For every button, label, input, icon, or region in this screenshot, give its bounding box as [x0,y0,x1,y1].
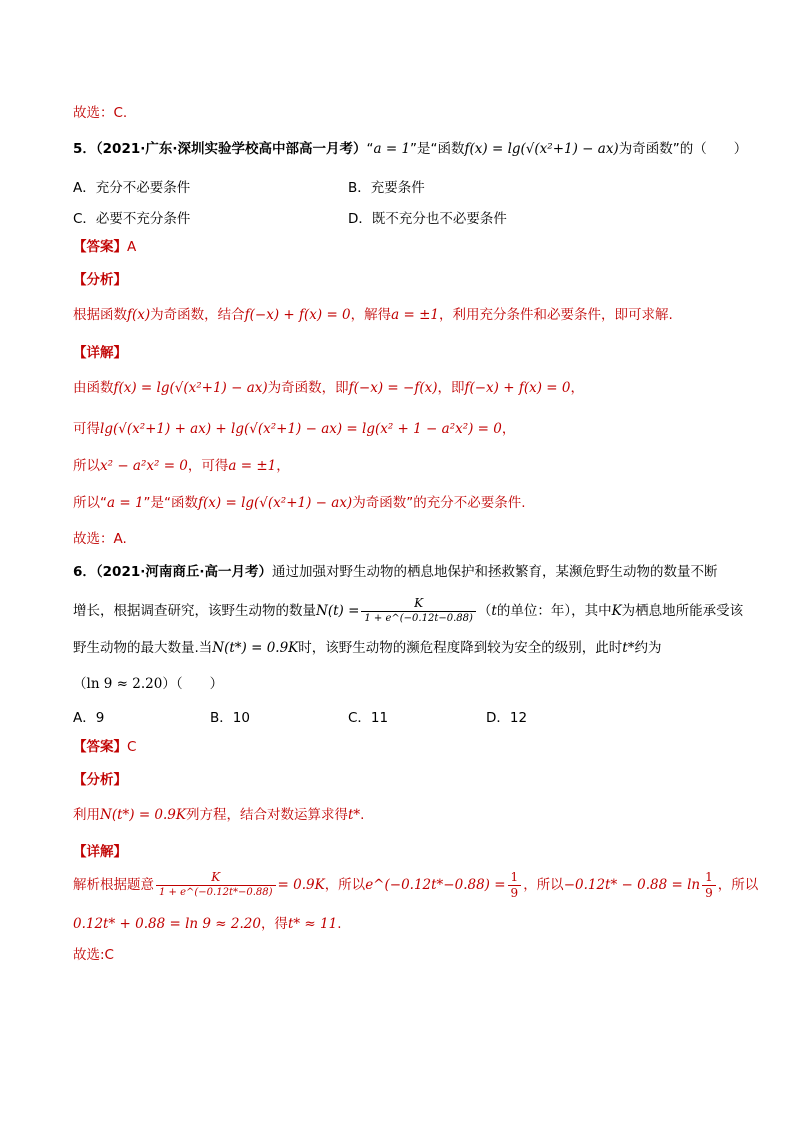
q6-stem3-a: 野生动物的最大数量.当 [73,640,213,656]
q6-detail-label [73,842,127,862]
q5-analysis-m2: f(−x) + f(x) = 0 [244,307,351,323]
q6-d1-m3: −0.12t* − 0.88 = ln [563,877,701,893]
q5-number: 5． [73,141,96,157]
q6-d1-c: ，所以 [523,877,564,893]
q6-option-b[interactable]: B．10 [210,710,250,726]
q6-analysis-m1: N(t*) = 0.9K [100,807,186,823]
q6-detail-heading: 【详解】 [73,844,127,860]
q6-stem2-fraction [361,596,476,626]
q5-d3-m1: x² − a²x² = 0 [100,458,188,474]
q5-detail-heading: 【详解】 [73,345,127,361]
q6-number: 6． [73,564,96,580]
q5-analysis-b: 为奇函数，结合 [150,307,245,323]
q6-analysis-heading: 【分析】 [73,772,127,788]
q6-d1-g2: 9 [705,886,713,900]
q5-detail-line4 [73,493,526,513]
q6-answer [73,737,136,757]
q6-d2-m2: t* ≈ 11 [287,916,338,932]
q6-stem1: 通过加强对野生动物的栖息地保护和拯救繁育，某濒危野生动物的数量不断 [272,564,718,580]
q5-answer-value: A [127,239,137,255]
q6-detail-line2 [73,914,341,934]
q6-stem2-c: 的单位：年），其中 [496,603,612,619]
q5-source: （2021·广东·深圳实验学校高中部高一月考） [95,141,367,157]
q6-d1-fraction-ln [702,870,716,900]
q6-d2-m1: 0.12t* + 0.88 = ln 9 ≈ 2.20 [73,916,261,932]
q5-option-d[interactable]: D．既不充分也不必要条件 [348,211,507,227]
q5-d4-b: ”是“函数 [143,495,199,511]
q6-d1-fraction [156,870,276,900]
q6-stem4-b: （ ） [175,676,224,692]
q5-d1-b: 为奇函数，即 [267,380,349,396]
q5-d1-m3: f(−x) + f(x) = 0 [464,380,571,396]
q5-conclusion: 故选：A. [73,531,127,547]
q5-answer [73,237,136,257]
q6-option-a[interactable]: A．9 [73,710,105,726]
q5-detail-line3 [73,456,290,476]
q6-d1-num: K [156,870,276,886]
q6-d1-b: ，所以 [324,877,366,893]
q5-option-a[interactable]: A．充分不必要条件 [73,180,191,196]
q5-d3-c: ， [276,458,290,474]
q6-stem-line1 [73,562,718,582]
prev-conclusion: 故选：C. [73,105,128,121]
q6-stem2-num: K [361,596,476,612]
q6-stem3-b: 时，该野生动物的濒危程度降到较为安全的级别，此时 [298,640,623,656]
q6-stem-line3 [73,638,661,658]
q6-d1-g1: 1 [702,870,716,886]
q5-d4-a: 所以“ [73,495,107,511]
q5-stem-mid: ”是“函数 [410,141,465,157]
q6-analysis-m2: t* [347,807,361,823]
q6-stem2-b: （ [477,603,492,619]
q6-analysis [73,805,364,825]
q5-analysis-m1: f(x) [127,307,151,323]
q6-analysis-b: 列方程，结合对数运算求得 [185,807,348,823]
q6-d1-f2: 9 [510,886,519,900]
q5-analysis-d: ，利用充分条件和必要条件，即可求解. [438,307,673,323]
q6-d1-d: ，所以 [717,877,759,893]
q6-analysis-label [73,770,127,790]
q6-stem2-a: 增长，根据调查研究，该野生动物的数量 [73,603,316,619]
q6-d1-den: 1 + e^(−0.12t*−0.88) [159,887,273,898]
q6-stem2-den: 1 + e^(−0.12t−0.88) [364,613,473,624]
q5-stem [73,139,747,159]
q5-d1-m1: f(x) = lg(√(x²+1) − ax) [113,380,268,396]
q5-analysis [73,305,673,325]
q5-d3-a: 所以 [73,458,100,474]
q5-detail-label [73,343,127,363]
q6-detail-line1 [73,868,758,902]
q5-d4-m1: a = 1 [107,495,144,511]
q5-d2-a: 可得 [73,421,100,437]
q6-stem-line4 [73,674,223,694]
q6-source: （2021·河南商丘·高一月考） [95,564,272,580]
q5-open-quote: “ [366,141,374,157]
q6-stem2-K: K [611,603,622,619]
q5-detail-line1 [73,378,584,398]
q5-d4-m2: f(x) = lg(√(x²+1) − ax) [198,495,353,511]
q5-func-math: f(x) = lg(√(x²+1) − ax) [464,141,619,157]
q5-analysis-m3: a = ±1 [391,307,439,323]
q5-stem-end: 为奇函数”的（ ） [618,141,748,157]
q6-conclusion: 故选:C [73,947,114,963]
q6-d1-m1: = 0.9K [277,877,325,893]
q5-d2-m1: lg(√(x²+1) + ax) + lg(√(x²+1) − ax) = lg(x² + 1 − a²x²) = 0 [100,421,502,437]
q6-d1-f1: 1 [508,870,522,886]
q6-stem2-m1: N(t) = [316,603,360,619]
q6-d2-b: . [337,916,342,932]
q5-d3-m2: a = ±1 [228,458,277,474]
q5-analysis-label [73,270,127,290]
q5-analysis-heading: 【分析】 [73,272,127,288]
q5-d1-c: ，即 [437,380,465,396]
q5-d1-d: ， [570,380,584,396]
q6-analysis-c: . [360,807,365,823]
q5-option-c[interactable]: C．必要不充分条件 [73,211,191,227]
q6-option-d[interactable]: D．12 [486,710,528,726]
q6-stem3-m2: t* [622,640,635,656]
q5-detail-line2 [73,419,515,439]
q6-stem3-c: 约为 [634,640,662,656]
q6-d1-a: 解析根据题意 [73,877,154,893]
q6-stem2-d: 为栖息地所能承受该 [621,603,744,619]
q5-answer-label: 【答案】 [73,239,127,255]
q6-d1-fraction-1-9 [508,870,522,900]
q6-stem3-m1: N(t*) = 0.9K [212,640,299,656]
q5-d4-c: 为奇函数”的充分不必要条件. [352,495,526,511]
q6-stem2-t: t [491,603,497,619]
q6-d1-m2: e^(−0.12t*−0.88) = [365,877,506,893]
q6-d2-a: ，得 [260,916,288,932]
q5-d1-a: 由函数 [73,380,114,396]
q5-d2-b: ， [501,421,516,437]
q6-answer-label: 【答案】 [73,739,127,755]
q6-answer-value: C [127,739,137,755]
q6-analysis-a: 利用 [73,807,100,823]
q5-analysis-c: ，解得 [350,307,392,323]
q5-option-b[interactable]: B．充要条件 [348,180,425,196]
q6-stem-line2 [73,596,743,626]
q5-d3-b: ，可得 [187,458,229,474]
q5-d1-m2: f(−x) = −f(x) [348,380,438,396]
q5-analysis-a: 根据函数 [73,307,127,323]
q6-stem4-m: （ln 9 ≈ 2.20） [73,676,176,692]
q6-option-c[interactable]: C．11 [348,710,389,726]
q5-cond-math: a = 1 [373,141,411,157]
